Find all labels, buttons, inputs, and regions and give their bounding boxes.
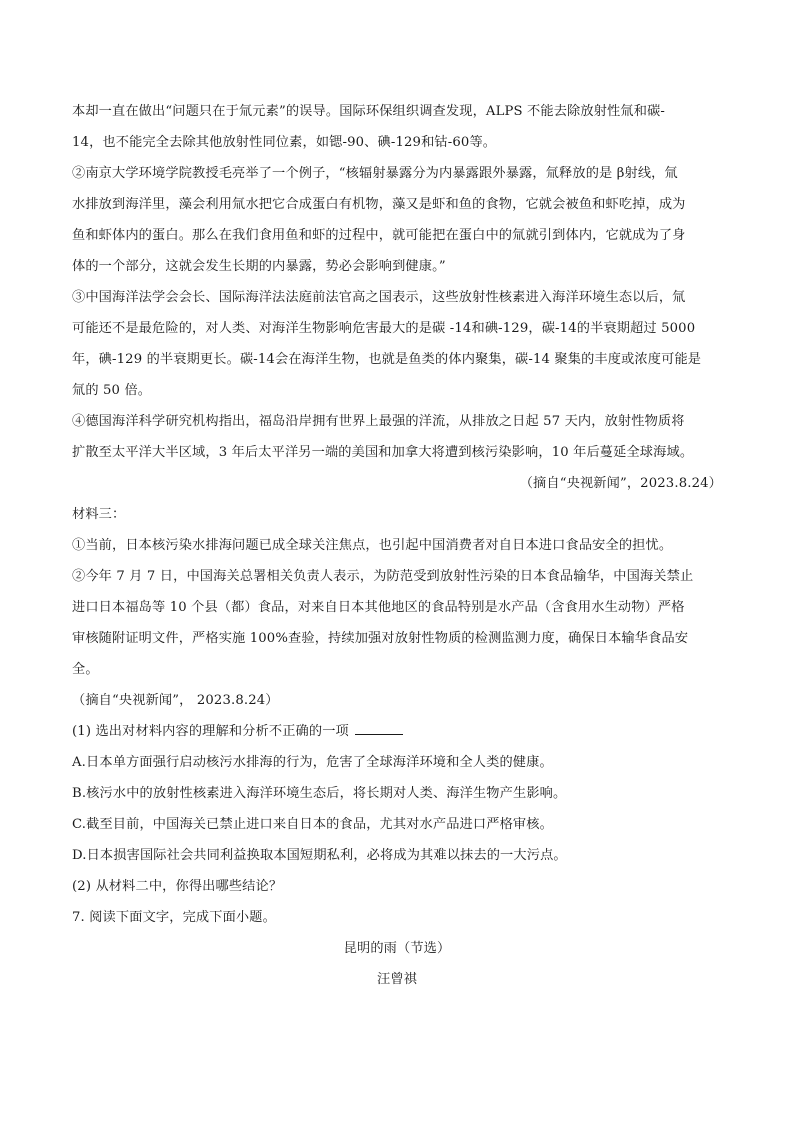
option-c: C.截至目前，中国海关已禁止进口来自日本的食品，尤其对水产品进口严格审核。: [72, 817, 553, 832]
paragraph-line: 年，碘-129 的半衰期更长。碳-14会在海洋生物，也就是鱼类的体内聚集，碳-14 聚集的丰度或浓度可能是: [72, 352, 702, 367]
option-a: A.日本单方面强行启动核污水排海的行为，危害了全球海洋环境和全人类的健康。: [72, 755, 553, 770]
article-title: 昆明的雨（节选）: [343, 941, 451, 956]
paragraph-line: ④德国海洋科学研究机构指出，福岛沿岸拥有世界上最强的洋流，从排放之日起 57 天内，放射性物质将: [72, 414, 685, 429]
article-author: 汪曾祺: [376, 972, 417, 987]
source-citation: （摘自“央视新闻”，2023.8.24）: [519, 476, 722, 491]
answer-blank[interactable]: [355, 720, 403, 735]
paragraph-line: 14，也不能完全去除其他放射性同位素，如锶-90、碘-129和钴-60等。: [72, 135, 497, 150]
document-page: [72, 96, 722, 995]
paragraph-line: 审核随附证明文件，严格实施 100%查验，持续加强对放射性物质的检测监测力度，确保日本输华食品安: [72, 631, 689, 646]
paragraph-line: ①当前，日本核污染水排海问题已成全球关注焦点，也引起中国消费者对自日本进口食品安全的担忧。: [72, 538, 673, 553]
paragraph-line: 本却一直在做出“问题只在于氚元素”的误导。国际环保组织调查发现，ALPS 不能去除放射性氚和碳-: [72, 104, 666, 119]
paragraph-line: 扩散至太平洋大半区域，3 年后太平洋另一端的美国和加拿大将遭到核污染影响，10 年后蔓延全球海域。: [72, 445, 694, 460]
option-b: B.核污水中的放射性核素进入海洋环境生态后，将长期对人类、海洋生物产生影响。: [72, 786, 567, 801]
source-citation: （摘自“央视新闻”， 2023.8.24）: [72, 693, 279, 708]
paragraph-line: 可能还不是最危险的，对人类、对海洋生物影响危害最大的是碳 -14和碘-129，碳-14的半衰期超过 5000: [72, 321, 696, 336]
paragraph-line: 氚的 50 倍。: [72, 383, 152, 398]
option-d: D.日本损害国际社会共同利益换取本国短期私利，必将成为其难以抹去的一大污点。: [72, 848, 567, 863]
paragraph-line: ②今年 7 月 7 日，中国海关总署相关负责人表示，为防范受到放射性污染的日本食品输华，中国海关禁止: [72, 569, 694, 584]
question-1: [72, 716, 722, 747]
question-7: 7. 阅读下面文字，完成下面小题。: [72, 910, 276, 925]
paragraph-line: 鱼和虾体内的蛋白。那么在我们食用鱼和虾的过程中，就可能把在蛋白中的氚就引到体内，它就成为了身: [72, 228, 686, 243]
paragraph-line: 体的一个部分，这就会发生长期的内暴露，势必会影响到健康。”: [72, 259, 446, 274]
section-heading: 材料三：: [72, 507, 126, 522]
paragraph-line: 水排放到海洋里，藻会利用氚水把它合成蛋白有机物，藻又是虾和鱼的食物，它就会被鱼和虾吃掉，成为: [72, 197, 686, 212]
paragraph-line: 进口日本福岛等 10 个县（都）食品，对来自日本其他地区的食品特别是水产品（含食用水生动物）严格: [72, 600, 685, 615]
paragraph-line: 全。: [72, 662, 99, 677]
paragraph-line: ③中国海洋法学会会长、国际海洋法法庭前法官高之国表示，这些放射性核素进入海洋环境生态以后，氚: [72, 290, 686, 305]
question-2: (2) 从材料二中，你得出哪些结论？: [72, 879, 283, 894]
question-1-stem: (1) 选出对材料内容的理解和分析不正确的一项: [72, 724, 349, 739]
paragraph-line: ②南京大学环境学院教授毛亮举了一个例子，“核辐射暴露分为内暴露跟外暴露，氚释放的是 β射线，氚: [72, 166, 678, 181]
